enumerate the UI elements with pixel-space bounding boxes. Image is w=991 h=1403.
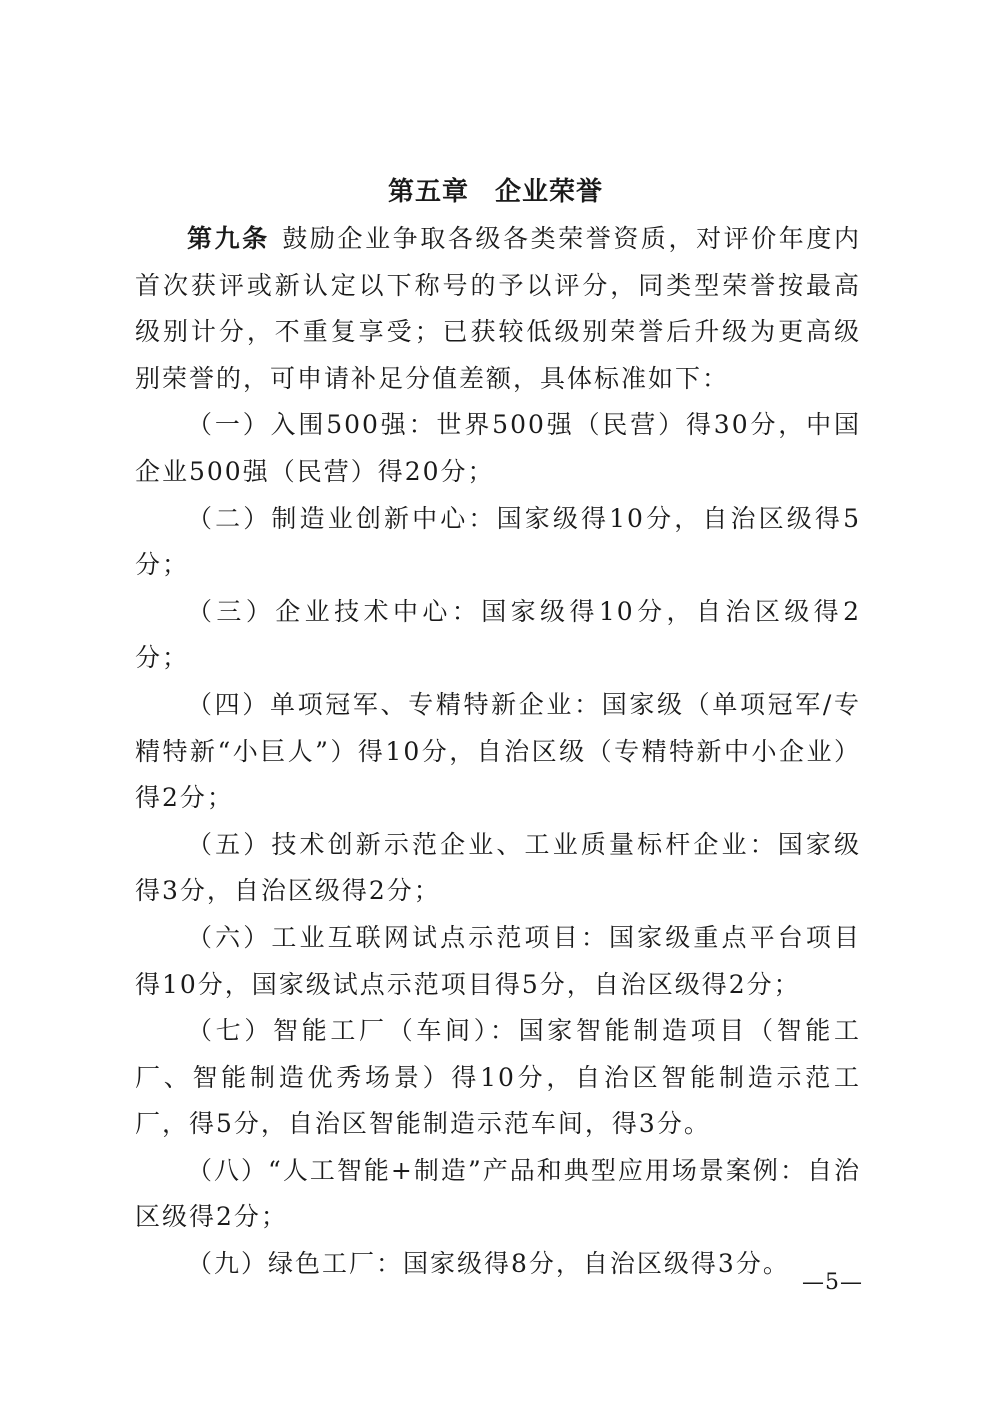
item-paragraph-4: （四）单项冠军、专精特新企业：国家级（单项冠军/专精特新“小巨人”）得10分，自治区级（专精特新中小企业）得2分； <box>135 689 861 813</box>
item-paragraph-9: （九）绿色工厂：国家级得8分，自治区级得3分。 <box>187 1249 790 1279</box>
item-paragraph-7: （七）智能工厂（车间）：国家智能制造项目（智能工厂、智能制造优秀场景）得10分，自治区智能制造示范工厂，得5分，自治区智能制造示范车间，得3分。 <box>135 1016 861 1139</box>
item-paragraph-8: （八）“人工智能+制造”产品和典型应用场景案例：自治区级得2分； <box>135 1155 861 1232</box>
item-paragraph-5: （五）技术创新示范企业、工业质量标杆企业：国家级得3分，自治区级得2分； <box>135 829 861 906</box>
article-intro-text: 鼓励企业争取各级各类荣誉资质，对评价年度内首次获评或新认定以下称号的予以评分，同类型荣誉按最高级别计分，不重复享受；已获较低级别荣誉后升级为更高级别荣誉的，可申请补足分值差额，具体标准如下： <box>135 224 861 393</box>
page-number: —5— <box>802 1270 863 1295</box>
article-heading: 第九条 <box>187 224 270 253</box>
chapter-title: 企业荣誉 <box>495 177 604 207</box>
item-paragraph-2: （二）制造业创新中心：国家级得10分，自治区级得5分； <box>135 503 861 580</box>
item-paragraph-6: （六）工业互联网试点示范项目：国家级重点平台项目得10分，国家级试点示范项目得5分，自治区级得2分； <box>135 922 861 999</box>
chapter-heading <box>0 172 991 212</box>
article-body <box>135 216 861 1288</box>
article-intro-paragraph <box>135 216 861 402</box>
item-paragraph-3: （三）企业技术中心：国家级得10分，自治区级得2分； <box>135 596 861 673</box>
chapter-number: 第五章 <box>387 177 469 207</box>
item-paragraph-1: （一）入围500强：世界500强（民营）得30分，中国企业500强（民营）得20分； <box>135 410 861 486</box>
